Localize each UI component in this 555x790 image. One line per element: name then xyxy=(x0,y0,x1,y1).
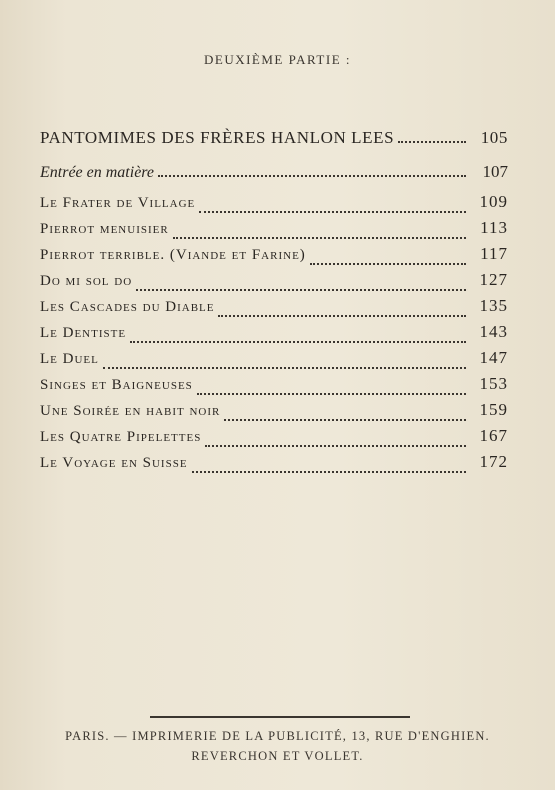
toc-entry xyxy=(40,400,508,426)
toc-page-number: 167 xyxy=(479,426,508,445)
toc-page-number: 117 xyxy=(480,244,508,263)
dot-leader xyxy=(310,262,466,265)
toc-page-number: 153 xyxy=(479,374,508,393)
dot-leader xyxy=(192,470,466,473)
toc-main-entry xyxy=(40,128,508,148)
dot-leader xyxy=(199,210,466,213)
toc-entry-title: Le Dentiste xyxy=(40,325,127,341)
toc-page-number: 135 xyxy=(479,296,508,315)
toc-main-title: PANTOMIMES DES FRÈRES HANLON LEES xyxy=(40,128,395,147)
toc-entry-title: Le Voyage en Suisse xyxy=(40,455,188,471)
dot-leader xyxy=(158,174,466,177)
dot-leader xyxy=(398,140,466,143)
toc-page-number: 143 xyxy=(479,322,508,341)
toc-entry-title: Les Quatre Pipelettes xyxy=(40,429,202,445)
toc-entry-title: Do mi sol do xyxy=(40,273,133,289)
toc-page-number: 109 xyxy=(479,192,508,211)
dot-leader xyxy=(197,392,466,395)
toc-entry-title: Le Duel xyxy=(40,351,99,367)
toc-entry xyxy=(40,270,508,296)
toc-entry-title: Une Soirée en habit noir xyxy=(40,403,221,419)
table-of-contents xyxy=(40,128,508,478)
printer-imprint xyxy=(0,726,555,766)
imprint-separator-rule xyxy=(150,716,410,718)
dot-leader xyxy=(130,340,466,343)
toc-entry-title: Pierrot menuisier xyxy=(40,221,169,237)
toc-page-number: 107 xyxy=(482,162,508,181)
dot-leader xyxy=(218,314,466,317)
toc-entry-title: Singes et Baigneuses xyxy=(40,377,193,393)
toc-entry xyxy=(40,348,508,374)
toc-page-number: 105 xyxy=(480,128,508,147)
toc-entries xyxy=(40,192,508,478)
toc-page-number: 172 xyxy=(479,452,508,471)
imprint-line-2: REVERCHON ET VOLLET. xyxy=(191,749,364,763)
part-heading: DEUXIÈME PARTIE : xyxy=(203,52,351,67)
toc-entry-title: Le Frater de Village xyxy=(40,195,196,211)
toc-page-number: 147 xyxy=(479,348,508,367)
toc-entry xyxy=(40,218,508,244)
dot-leader xyxy=(173,236,466,239)
toc-page-number: 127 xyxy=(479,270,508,289)
toc-entry-title: Les Cascades du Diable xyxy=(40,299,215,315)
imprint-line-1: PARIS. — IMPRIMERIE DE LA PUBLICITÉ, 13, RUE D'ENGHIEN. xyxy=(65,729,490,743)
toc-entry xyxy=(40,192,508,218)
toc-entry-title: Pierrot terrible. (Viande et Farine) xyxy=(40,247,306,263)
toc-entry xyxy=(40,452,508,478)
toc-entry xyxy=(40,244,508,270)
toc-entry xyxy=(40,296,508,322)
toc-entry xyxy=(40,426,508,452)
dot-leader xyxy=(136,288,466,291)
dot-leader xyxy=(103,366,466,369)
toc-page-number: 113 xyxy=(480,218,508,237)
dot-leader xyxy=(224,418,466,421)
toc-intro-title: Entrée en matière xyxy=(40,164,155,181)
toc-intro-entry xyxy=(40,162,508,182)
toc-entry xyxy=(40,322,508,348)
toc-page-number: 159 xyxy=(479,400,508,419)
toc-entry xyxy=(40,374,508,400)
dot-leader xyxy=(205,444,466,447)
